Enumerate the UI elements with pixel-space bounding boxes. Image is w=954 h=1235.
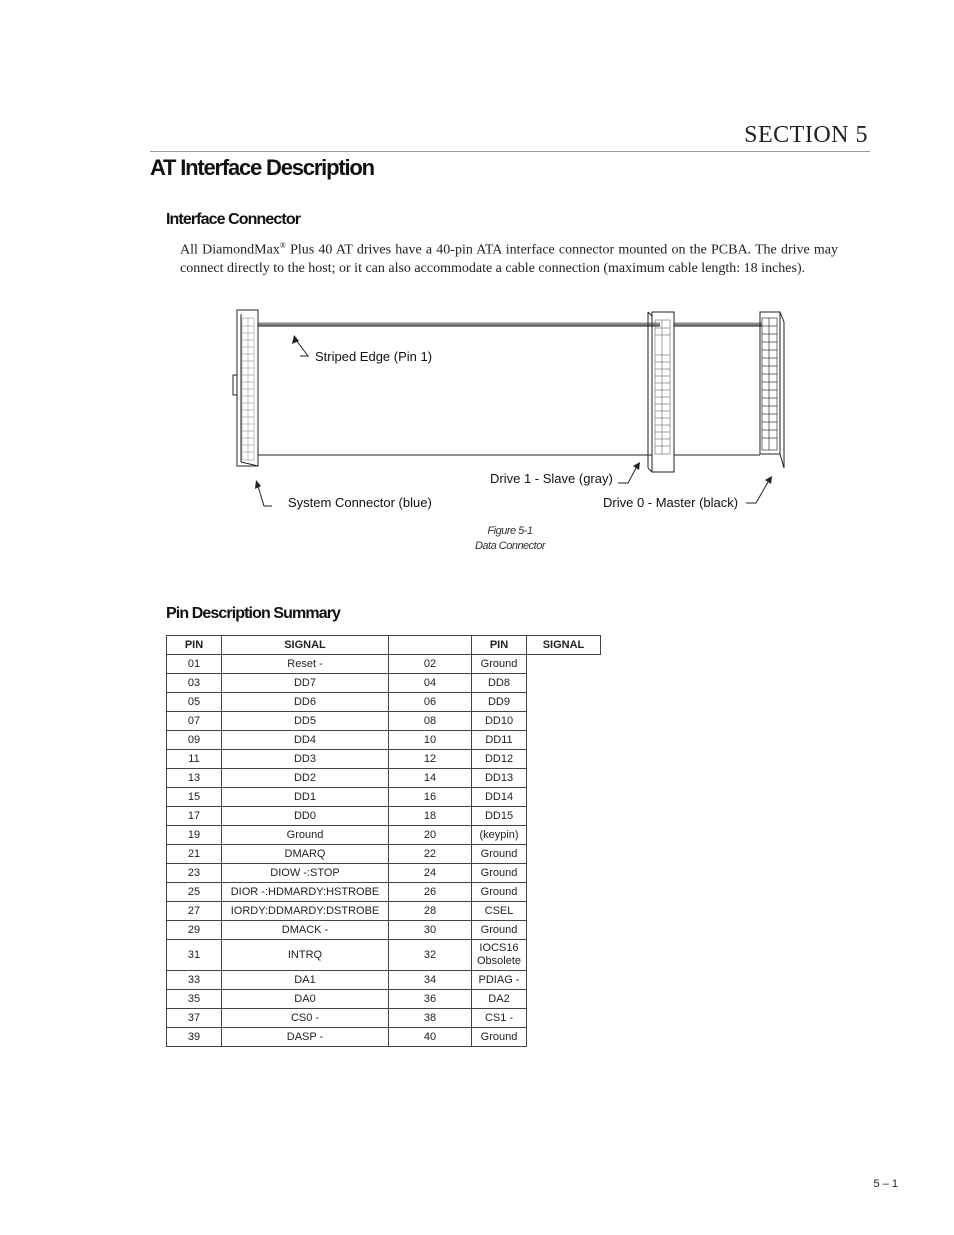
signal-cell: DD7: [222, 674, 389, 693]
system-connector-label: System Connector (blue): [288, 495, 432, 510]
registered-mark: ®: [279, 241, 286, 250]
table-row: [167, 731, 601, 750]
signal-cell: DD15: [472, 807, 527, 826]
pin-cell: 05: [167, 693, 222, 712]
signal-line-1: IOCS16: [479, 942, 519, 954]
pin-cell: 35: [167, 990, 222, 1009]
signal-cell: DIOW -:STOP: [222, 864, 389, 883]
pin-cell: 29: [167, 921, 222, 940]
pin-cell: 20: [389, 826, 472, 845]
table-row: [167, 655, 601, 674]
pin-cell: 31: [167, 940, 222, 971]
signal-cell: DA0: [222, 990, 389, 1009]
signal-cell: CSEL: [472, 902, 527, 921]
figure-number: Figure 5-1: [487, 525, 533, 537]
signal-cell: DA1: [222, 971, 389, 990]
pin-cell: 17: [167, 807, 222, 826]
system-leader: [258, 486, 272, 506]
table-row: [167, 712, 601, 731]
para-rest: Plus 40 AT drives have a 40-pin ATA interface connector mounted on the PCBA. The drive may connect directly to the host; or it can also accommodate a cable connection (maximum cable length: 18 inches).: [180, 242, 838, 276]
signal-cell: CS1 -: [472, 1009, 527, 1028]
pin-cell: 18: [389, 807, 472, 826]
signal-cell: DD12: [472, 750, 527, 769]
table-row: [167, 990, 601, 1009]
table-row: [167, 674, 601, 693]
drive1-arrowhead: [633, 462, 640, 470]
page-title: AT Interface Description: [150, 155, 374, 180]
pin-description-heading: Pin Description Summary: [166, 605, 341, 622]
signal-cell: Ground: [472, 883, 527, 902]
pin-cell: 02: [389, 655, 472, 674]
signal-cell: DD10: [472, 712, 527, 731]
signal-cell: DD8: [472, 674, 527, 693]
pin-cell: 36: [389, 990, 472, 1009]
page-number: 5 – 1: [873, 1178, 898, 1190]
pin-cell: 33: [167, 971, 222, 990]
signal-cell: DD4: [222, 731, 389, 750]
figure-title: Data Connector: [474, 540, 546, 552]
signal-cell: INTRQ: [222, 940, 389, 971]
signal-header-2: SIGNAL: [527, 636, 601, 655]
pin-cell: 01: [167, 655, 222, 674]
table-row: [167, 864, 601, 883]
pin-cell: 28: [389, 902, 472, 921]
pin-cell: 39: [167, 1028, 222, 1047]
signal-cell: DD14: [472, 788, 527, 807]
table-row: [167, 940, 601, 971]
pin-cell: 21: [167, 845, 222, 864]
data-connector-diagram: [200, 300, 800, 525]
signal-cell: DASP -: [222, 1028, 389, 1047]
signal-cell: DD9: [472, 693, 527, 712]
signal-line-2: Obsolete: [476, 955, 522, 967]
drive0-arrowhead: [765, 476, 772, 484]
signal-cell: Ground: [472, 845, 527, 864]
signal-cell: DD13: [472, 769, 527, 788]
table-row: [167, 750, 601, 769]
drive0-leader: [746, 482, 768, 503]
signal-cell: DMACK -: [222, 921, 389, 940]
signal-cell: Ground: [222, 826, 389, 845]
pin-cell: 40: [389, 1028, 472, 1047]
pin-cell: 03: [167, 674, 222, 693]
pin-cell: 13: [167, 769, 222, 788]
table-row: [167, 883, 601, 902]
pin-cell: 27: [167, 902, 222, 921]
drive0-label: Drive 0 - Master (black): [603, 495, 739, 510]
pin-cell: 38: [389, 1009, 472, 1028]
pin-cell: 14: [389, 769, 472, 788]
signal-cell: DD3: [222, 750, 389, 769]
table-row: [167, 693, 601, 712]
pin-cell: 12: [389, 750, 472, 769]
pin-cell: 04: [389, 674, 472, 693]
table-row: [167, 769, 601, 788]
drive0-connector-shape: [760, 312, 784, 468]
pin-cell: 07: [167, 712, 222, 731]
pin-description-table: [166, 635, 601, 1047]
interface-connector-paragraph: [180, 237, 838, 278]
table-row: [167, 826, 601, 845]
signal-cell: CS0 -: [222, 1009, 389, 1028]
signal-cell: DD1: [222, 788, 389, 807]
signal-cell: IORDY:DDMARDY:DSTROBE: [222, 902, 389, 921]
table-row: [167, 1009, 601, 1028]
pin-cell: 30: [389, 921, 472, 940]
pin-cell: 06: [389, 693, 472, 712]
table-row: [167, 845, 601, 864]
pin-cell: 34: [389, 971, 472, 990]
signal-cell: DD5: [222, 712, 389, 731]
signal-header: SIGNAL: [222, 636, 389, 655]
pin-cell: 11: [167, 750, 222, 769]
signal-cell: DIOR -:HDMARDY:HSTROBE: [222, 883, 389, 902]
pin-header: PIN: [167, 636, 222, 655]
pin-cell: 37: [167, 1009, 222, 1028]
pin-cell: 25: [167, 883, 222, 902]
signal-cell: DA2: [472, 990, 527, 1009]
signal-cell: Ground: [472, 864, 527, 883]
table-row: [167, 807, 601, 826]
table-row: [167, 902, 601, 921]
pin-cell: 09: [167, 731, 222, 750]
signal-cell: DD6: [222, 693, 389, 712]
signal-cell: Reset -: [222, 655, 389, 674]
signal-cell: DMARQ: [222, 845, 389, 864]
signal-cell: PDIAG -: [472, 971, 527, 990]
drive1-label: Drive 1 - Slave (gray): [490, 471, 613, 486]
pin-cell: 26: [389, 883, 472, 902]
pin-cell: 23: [167, 864, 222, 883]
pin-cell: 19: [167, 826, 222, 845]
striped-edge-leader: [296, 340, 308, 356]
interface-connector-heading: Interface Connector: [166, 211, 301, 228]
signal-cell: Ground: [472, 921, 527, 940]
pin-cell: 32: [389, 940, 472, 971]
figure-caption: [440, 524, 580, 554]
signal-cell: (keypin): [472, 826, 527, 845]
table-row: [167, 921, 601, 940]
signal-cell: [472, 940, 527, 971]
signal-cell: Ground: [472, 1028, 527, 1047]
table-row: [167, 1028, 601, 1047]
signal-cell: DD2: [222, 769, 389, 788]
pin-cell: 10: [389, 731, 472, 750]
pin-cell: 22: [389, 845, 472, 864]
table-header-row: [167, 636, 601, 655]
pin-header-2: PIN: [472, 636, 527, 655]
signal-cell: DD0: [222, 807, 389, 826]
signal-cell: Ground: [472, 655, 527, 674]
pin-cell: 16: [389, 788, 472, 807]
signal-cell: DD11: [472, 731, 527, 750]
table-row: [167, 788, 601, 807]
cable-illustration: [200, 300, 800, 520]
drive1-leader: [618, 468, 636, 483]
section-label: SECTION 5: [744, 122, 868, 148]
para-start: All DiamondMax: [180, 242, 280, 258]
pin-cell: 15: [167, 788, 222, 807]
striped-edge-label: Striped Edge (Pin 1): [315, 349, 433, 364]
system-connector-shape: [233, 310, 258, 466]
table-gap-column: [389, 636, 472, 655]
table-row: [167, 971, 601, 990]
header-rule: [150, 151, 870, 152]
pin-cell: 08: [389, 712, 472, 731]
pin-cell: 24: [389, 864, 472, 883]
drive1-connector-shape: [648, 312, 674, 472]
